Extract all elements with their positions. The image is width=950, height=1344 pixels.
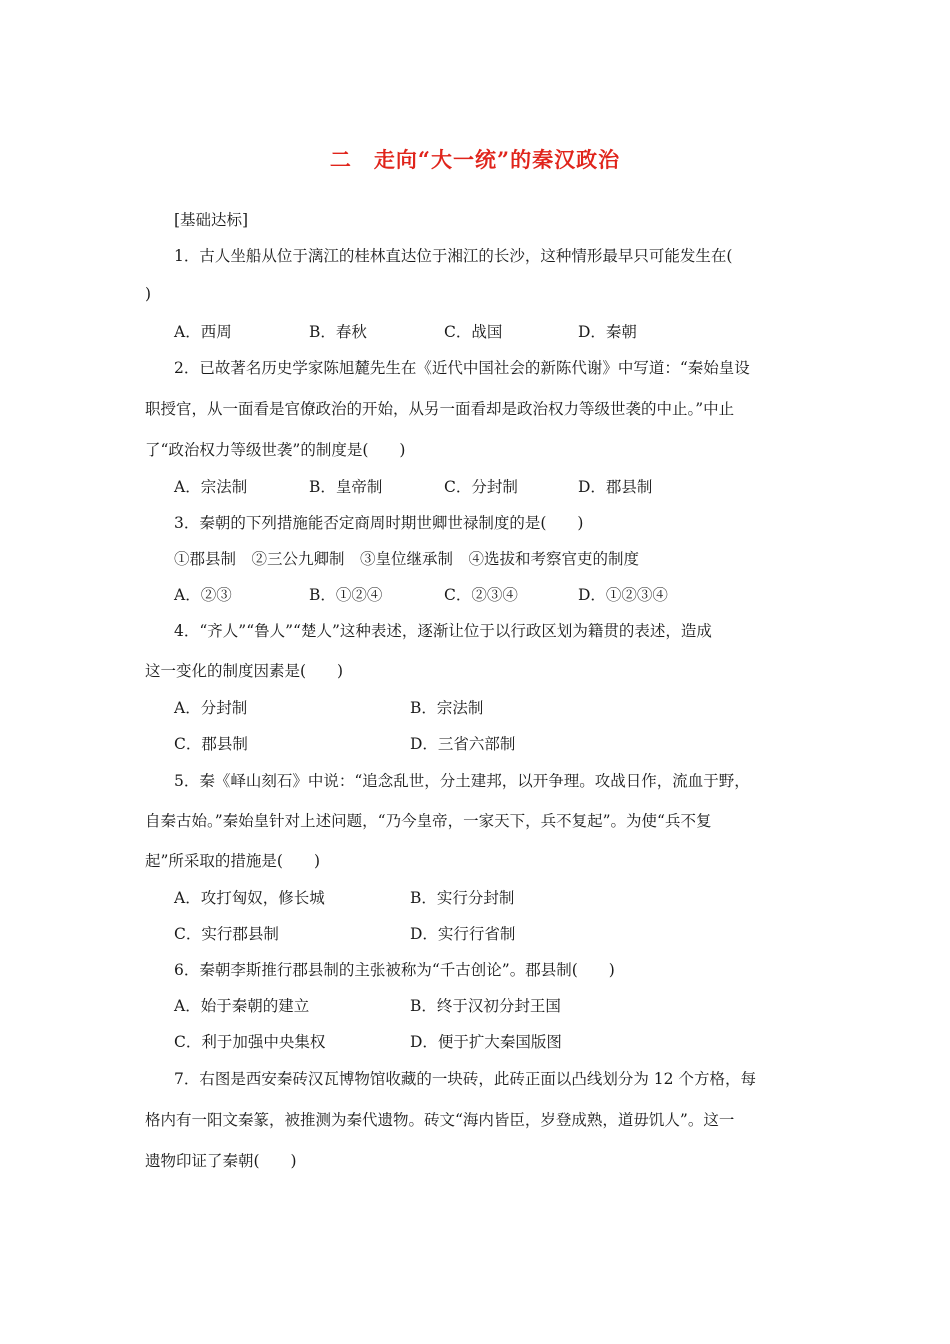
question-6-line-1: 6．秦朝李斯推行郡县制的主张被称为“千古创论”。郡县制( ) xyxy=(174,961,615,979)
q5-option-c: C．实行郡县制 xyxy=(174,925,279,943)
q4-option-a: A．分封制 xyxy=(174,699,248,717)
section-label: [基础达标] xyxy=(174,211,249,229)
q1-option-d: D．秦朝 xyxy=(578,323,637,341)
q4-option-c: C．郡县制 xyxy=(174,735,248,753)
q1-option-c: C．战国 xyxy=(444,323,503,341)
question-5-line-3: 起”所采取的措施是( ) xyxy=(145,852,321,870)
question-4-line-2: 这一变化的制度因素是( ) xyxy=(145,662,344,680)
q6-option-b: B．终于汉初分封王国 xyxy=(410,997,561,1015)
q5-option-d: D．实行行省制 xyxy=(410,925,516,943)
q3-option-a: A．②③ xyxy=(174,586,232,604)
question-1-line-2: ) xyxy=(145,285,152,303)
question-2-line-3: 了“政治权力等级世袭”的制度是( ) xyxy=(145,441,406,459)
q2-option-b: B．皇帝制 xyxy=(309,478,383,496)
question-5-line-1: 5．秦《峄山刻石》中说：“追念乱世，分土建邦，以开争理。攻战日作，流血于野， xyxy=(174,772,750,790)
q6-option-d: D．便于扩大秦国版图 xyxy=(410,1033,562,1051)
question-7-line-3: 遗物印证了秦朝( ) xyxy=(145,1152,297,1170)
q2-option-d: D．郡县制 xyxy=(578,478,653,496)
q4-option-b: B．宗法制 xyxy=(410,699,484,717)
question-7-line-2: 格内有一阳文秦篆，被推测为秦代遗物。砖文“海内皆臣，岁登成熟，道毋饥人”。这一 xyxy=(145,1111,735,1129)
q2-option-a: A．宗法制 xyxy=(174,478,248,496)
question-2-line-1: 2．已故著名历史学家陈旭麓先生在《近代中国社会的新陈代谢》中写道：“秦始皇设 xyxy=(174,359,750,377)
q6-option-a: A．始于秦朝的建立 xyxy=(174,997,310,1015)
question-1-line-1: 1．古人坐船从位于漓江的桂林直达位于湘江的长沙，这种情形最早只可能发生在( xyxy=(174,247,733,265)
question-2-line-2: 职授官，从一面看是官僚政治的开始，从另一面看却是政治权力等级世袭的中止。”中止 xyxy=(145,400,735,418)
question-3-line-1: 3．秦朝的下列措施能否定商周时期世卿世禄制度的是( ) xyxy=(174,514,584,532)
question-7-line-1: 7．右图是西安秦砖汉瓦博物馆收藏的一块砖，此砖正面以凸线划分为 12 个方格，每 xyxy=(174,1070,756,1088)
q3-option-d: D．①②③④ xyxy=(578,586,668,604)
q4-option-d: D．三省六部制 xyxy=(410,735,516,753)
q5-option-a: A．攻打匈奴，修长城 xyxy=(174,889,325,907)
q3-option-c: C．②③④ xyxy=(444,586,518,604)
q2-option-c: C．分封制 xyxy=(444,478,518,496)
q1-option-b: B．春秋 xyxy=(309,323,367,341)
q5-option-b: B．实行分封制 xyxy=(410,889,515,907)
q1-option-a: A．西周 xyxy=(174,323,232,341)
question-3-line-2: ①郡县制 ②三公九卿制 ③皇位继承制 ④选拔和考察官吏的制度 xyxy=(174,550,640,568)
question-4-line-1: 4．“齐人”“鲁人”“楚人”这种表述，逐渐让位于以行政区划为籍贯的表述，造成 xyxy=(174,622,712,640)
q3-option-b: B．①②④ xyxy=(309,586,383,604)
q6-option-c: C．利于加强中央集权 xyxy=(174,1033,326,1051)
question-5-line-2: 自秦古始。”秦始皇针对上述问题，“乃今皇帝，一家天下，兵不复起”。为使“兵不复 xyxy=(145,812,712,830)
page-title: 二 走向“大一统”的秦汉政治 xyxy=(329,147,621,172)
